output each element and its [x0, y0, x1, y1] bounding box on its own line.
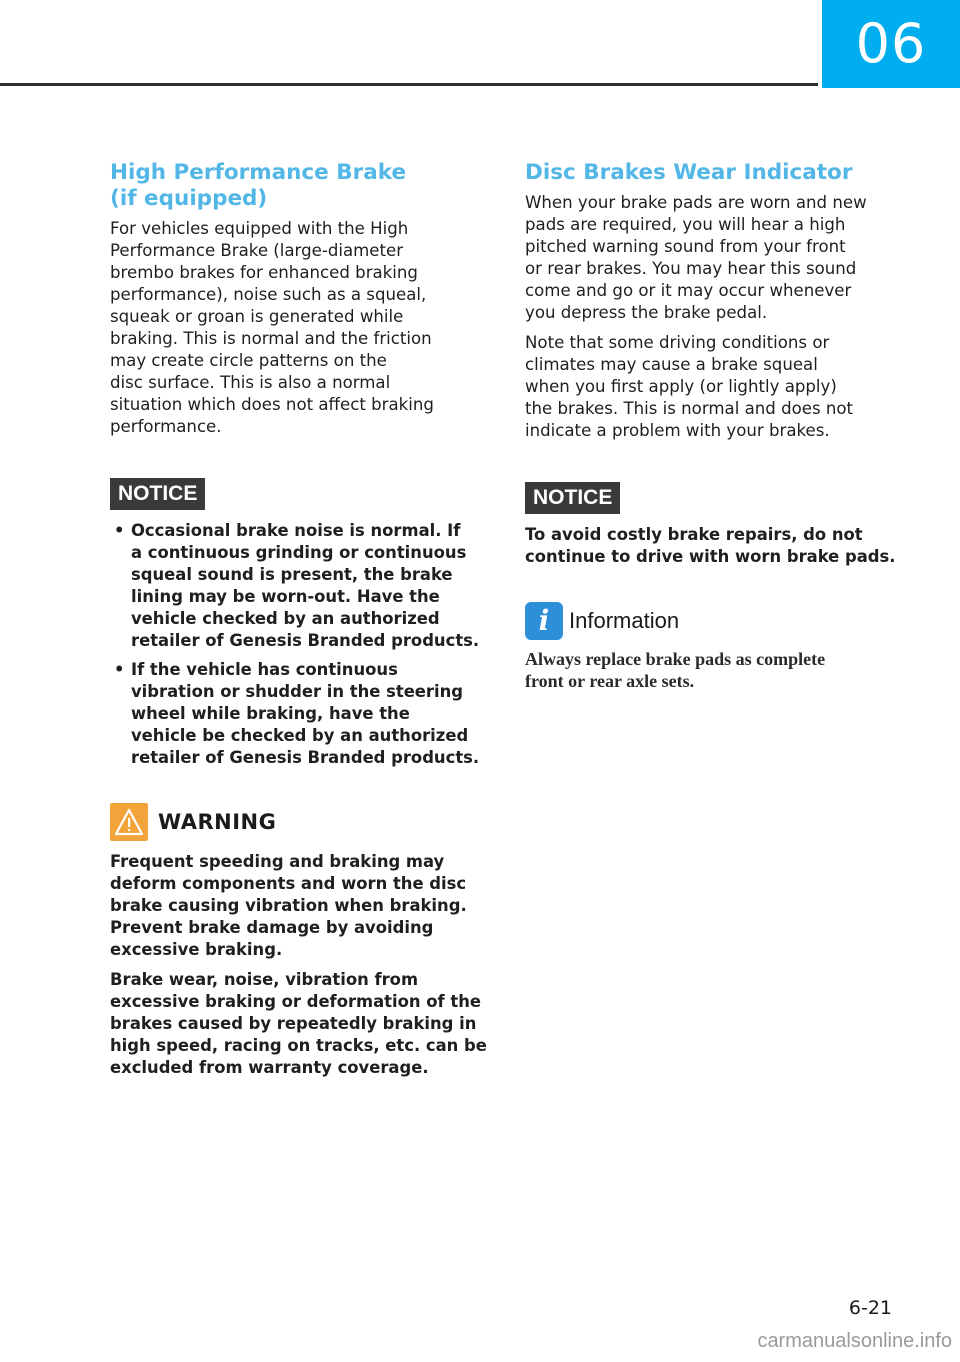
right-column — [525, 160, 903, 692]
watermark: carmanualsonline.info — [757, 1330, 952, 1352]
section-title-high-performance-brake: High Performance Brake (if equipped) — [110, 160, 407, 211]
information-title: Information — [569, 608, 680, 633]
info-icon: i — [525, 602, 563, 640]
warning-paragraph: Frequent speeding and braking may deform components and worn the disc brake causing vibration when braking. Prevent brake damage by avoiding excessive braking. — [110, 852, 467, 959]
list-item: • Occasional brake noise is normal. If a continuous grinding or continuous squeal sound is present, the brake lining may be worn-out. Have the vehicle checked by an authorized retailer of Genesis Branded products. — [110, 520, 488, 652]
page-number: 6-21 — [848, 1297, 892, 1319]
body-paragraph: Note that some driving conditions or climates may cause a brake squeal when you first apply (or lightly apply) the brakes. This is normal and does not indicate a problem with your brakes. — [525, 333, 854, 440]
notice-badge: NOTICE — [525, 482, 620, 514]
chapter-tab — [822, 0, 960, 88]
notice-text: To avoid costly brake repairs, do not continue to drive with worn brake pads. — [525, 525, 896, 566]
chapter-number: 06 — [855, 12, 927, 75]
section-title-disc-brakes-wear-indicator: Disc Brakes Wear Indicator — [525, 160, 853, 185]
information-text: Always replace brake pads as complete front or rear axle sets. — [525, 649, 826, 691]
left-column — [110, 160, 488, 1087]
warning-triangle-icon — [110, 803, 148, 841]
header-rule — [0, 83, 818, 86]
notice-badge: NOTICE — [110, 478, 205, 510]
list-item: • If the vehicle has continuous vibration or shudder in the steering wheel while braking, have the vehicle be checked by an authorized retailer of Genesis Branded products. — [110, 659, 488, 769]
intro-paragraph: For vehicles equipped with the High Performance Brake (large-diameter brembo brakes for enhanced braking performance), noise such as a squeal, squeak or groan is generated while braking. This is normal and the friction may create circle patterns on the disc surface. This is also a normal situation which does not affect braking performance. — [110, 219, 434, 436]
warning-paragraph: Brake wear, noise, vibration from excessive braking or deformation of the brakes caused by repeatedly braking in high speed, racing on tracks, etc. can be excluded from warranty coverage. — [110, 970, 487, 1077]
warning-header — [110, 803, 488, 841]
information-header — [525, 602, 903, 640]
body-paragraph: When your brake pads are worn and new pads are required, you will hear a high pitched warning sound from your front or rear brakes. You may hear this sound come and go or it may occur whenever you depress the brake pedal. — [525, 193, 867, 322]
warning-title: WARNING — [158, 810, 277, 834]
notice-list — [110, 520, 488, 769]
